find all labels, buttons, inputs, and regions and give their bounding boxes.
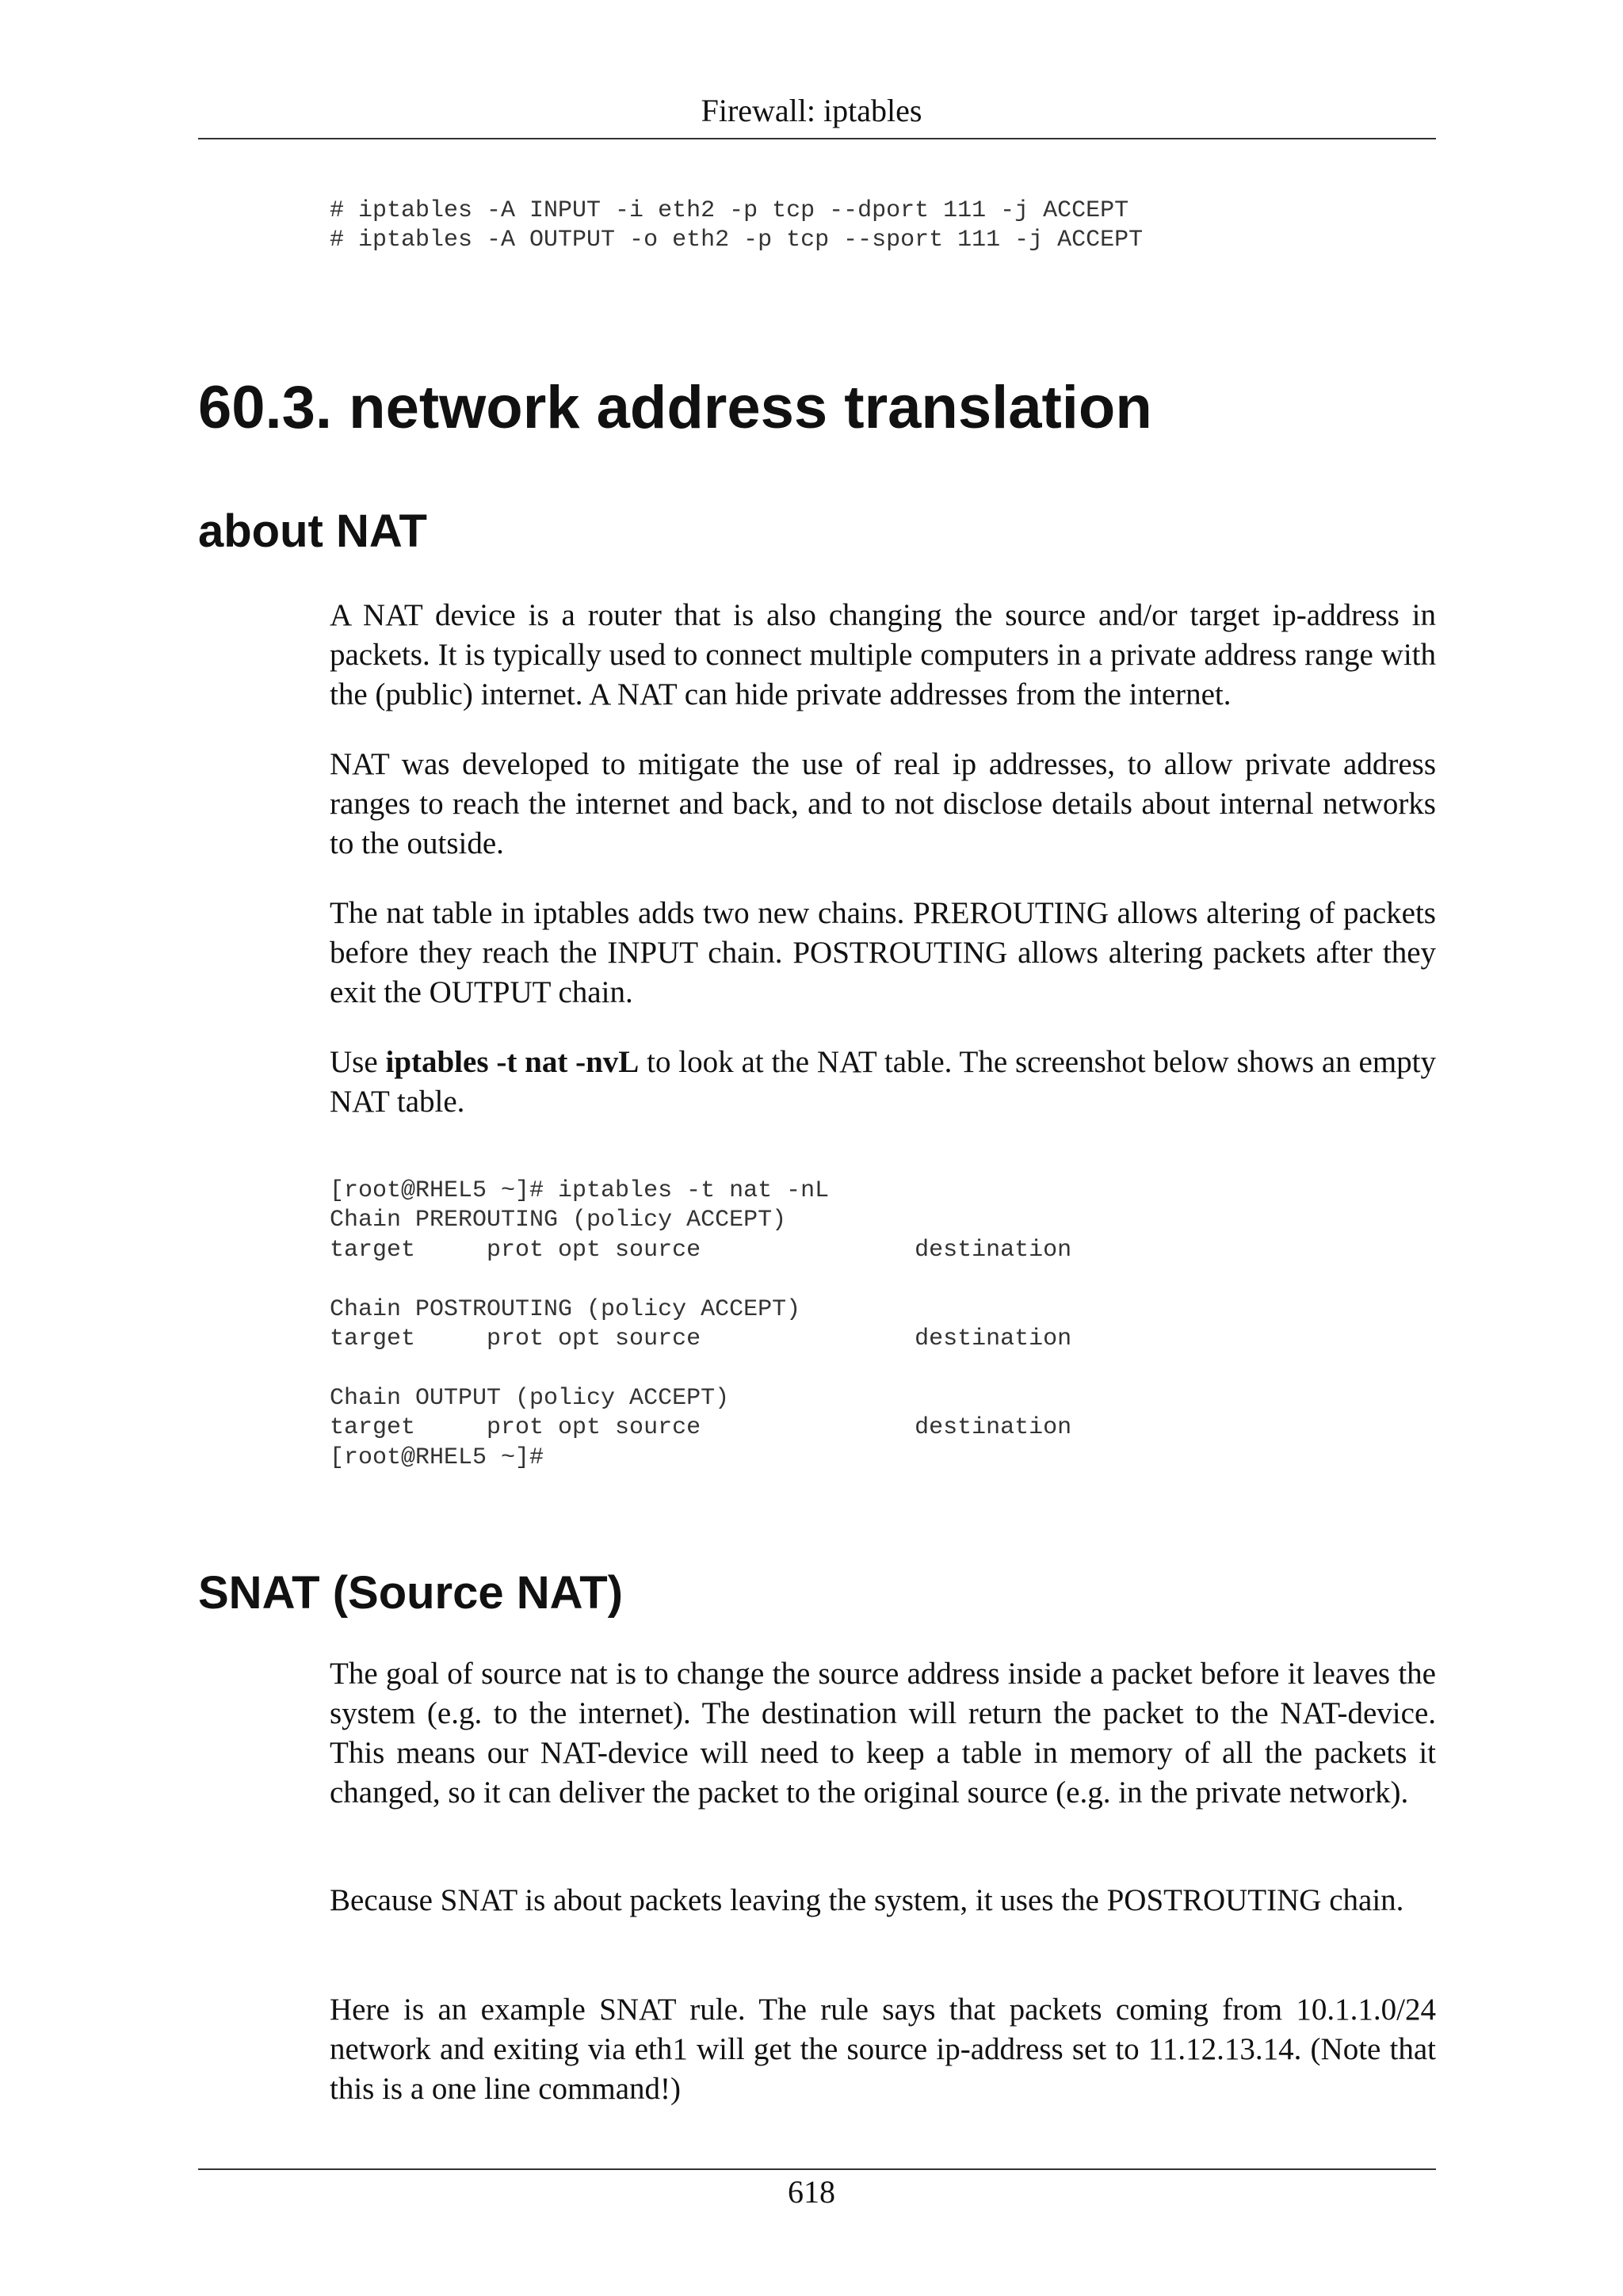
paragraph: The goal of source nat is to change the source address inside a packet before it leaves the system (e.g. to the internet). The destination will return the packet to the NAT-device. This means our NAT-device will need to keep a table in memory of all the packets it changed, so it can deliver the packet to the original source (e.g. in the private network). (330, 1657, 1436, 1810)
code-block-nat-table: [root@RHEL5 ~]# iptables -t nat -nL Chain PREROUTING (policy ACCEPT) target prot opt source destination Chain POSTROUTING (policy ACCEPT) target prot opt source destination Chain OUTPUT (policy ACCEPT) target prot opt source destination [root@RHEL5 ~]# (330, 1177, 1072, 1471)
running-header: Firewall: iptables (701, 93, 922, 128)
subsection-heading-about-nat: about NAT (198, 505, 427, 557)
subsection-heading-snat: SNAT (Source NAT) (198, 1567, 623, 1619)
paragraph: Because SNAT is about packets leaving the system, it uses the POSTROUTING chain. (330, 1883, 1404, 1917)
paragraph: The nat table in iptables adds two new chains. PREROUTING allows altering of packets before they reach the INPUT chain. POSTROUTING allows altering packets after they exit the OUTPUT chain. (330, 896, 1436, 1009)
paragraph-text: Use (330, 1045, 386, 1079)
inline-command: iptables -t nat -nvL (385, 1045, 640, 1079)
code-block-iptables-rules: # iptables -A INPUT -i eth2 -p tcp --dport 111 -j ACCEPT # iptables -A OUTPUT -o eth2 -p tcp --sport 111 -j ACCEPT (330, 197, 1144, 254)
paragraph-with-command (330, 1043, 1436, 1122)
paragraph: NAT was developed to mitigate the use of real ip addresses, to allow private address ranges to reach the internet and back, and to not disclose details about internal networks to the outside. (330, 747, 1436, 860)
paragraph: Here is an example SNAT rule. The rule says that packets coming from 10.1.1.0/24 network and exiting via eth1 will get the source ip-address set to 11.12.13.14. (Note that this is a one line command!) (330, 1993, 1436, 2106)
page-number: 618 (788, 2174, 835, 2210)
section-title: 60.3. network address translation (198, 374, 1152, 441)
footer-rule (198, 2168, 1436, 2170)
header-rule (198, 138, 1436, 139)
paragraph: A NAT device is a router that is also changing the source and/or target ip-address in packets. It is typically used to connect multiple computers in a private address range with the (public) internet. A NAT can hide private addresses from the internet. (330, 598, 1436, 711)
paragraph-text: to look at the NAT table. The screenshot below shows an empty NAT table. (330, 1045, 1436, 1119)
